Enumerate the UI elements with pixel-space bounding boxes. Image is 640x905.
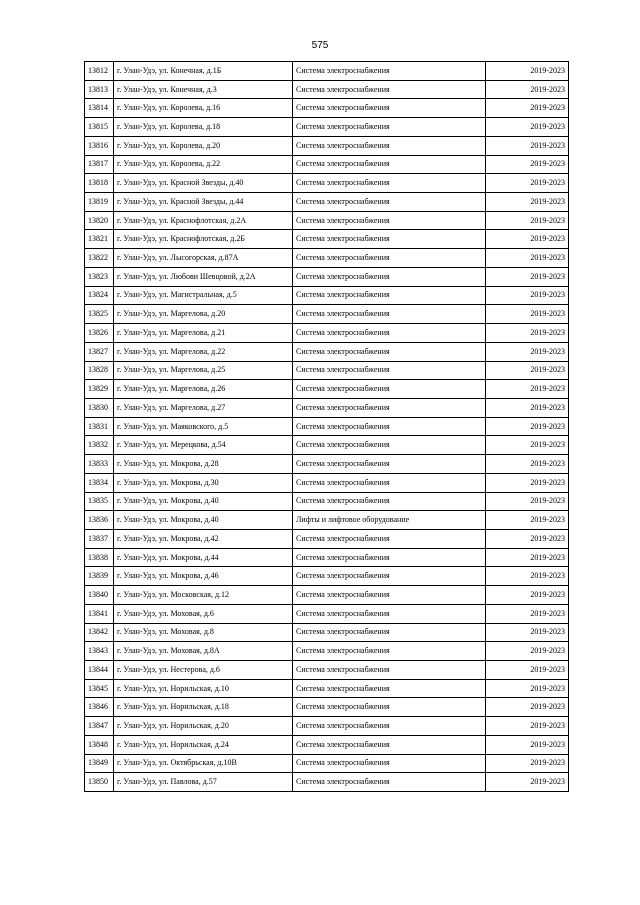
- system-cell: Система электроснабжения: [293, 305, 486, 324]
- system-cell: Система электроснабжения: [293, 342, 486, 361]
- system-cell: Система электроснабжения: [293, 62, 486, 81]
- period-cell: 2019-2023: [486, 529, 569, 548]
- address-cell: г. Улан-Удэ, ул. Норильская, д.10: [114, 679, 293, 698]
- row-number-cell: 13846: [85, 698, 114, 717]
- period-cell: 2019-2023: [486, 174, 569, 193]
- row-number-cell: 13843: [85, 642, 114, 661]
- table-row: [85, 286, 569, 305]
- row-number-cell: 13842: [85, 623, 114, 642]
- address-cell: г. Улан-Удэ, ул. Маргелова, д.25: [114, 361, 293, 380]
- row-number-cell: 13850: [85, 773, 114, 792]
- table-row: [85, 511, 569, 530]
- table-row: [85, 754, 569, 773]
- row-number-cell: 13823: [85, 267, 114, 286]
- row-number-cell: 13847: [85, 717, 114, 736]
- system-cell: Система электроснабжения: [293, 286, 486, 305]
- period-cell: 2019-2023: [486, 492, 569, 511]
- table-row: [85, 155, 569, 174]
- address-cell: г. Улан-Удэ, ул. Королева, д.20: [114, 136, 293, 155]
- address-cell: г. Улан-Удэ, ул. Норильская, д.18: [114, 698, 293, 717]
- row-number-cell: 13815: [85, 118, 114, 137]
- address-cell: г. Улан-Удэ, ул. Мерецкова, д.54: [114, 436, 293, 455]
- table-row: [85, 436, 569, 455]
- period-cell: 2019-2023: [486, 586, 569, 605]
- system-cell: Система электроснабжения: [293, 99, 486, 118]
- table-row: [85, 99, 569, 118]
- system-cell: Система электроснабжения: [293, 642, 486, 661]
- system-cell: Система электроснабжения: [293, 174, 486, 193]
- address-cell: г. Улан-Удэ, ул. Маргелова, д.26: [114, 380, 293, 399]
- address-cell: г. Улан-Удэ, ул. Конечная, д.1Б: [114, 62, 293, 81]
- period-cell: 2019-2023: [486, 267, 569, 286]
- system-cell: Система электроснабжения: [293, 380, 486, 399]
- period-cell: 2019-2023: [486, 698, 569, 717]
- row-number-cell: 13824: [85, 286, 114, 305]
- table-row: [85, 548, 569, 567]
- row-number-cell: 13837: [85, 529, 114, 548]
- period-cell: 2019-2023: [486, 80, 569, 99]
- system-cell: Система электроснабжения: [293, 492, 486, 511]
- address-cell: г. Улан-Удэ, ул. Королева, д.22: [114, 155, 293, 174]
- table-row: [85, 679, 569, 698]
- address-cell: г. Улан-Удэ, ул. Мокрова, д.44: [114, 548, 293, 567]
- system-cell: Система электроснабжения: [293, 473, 486, 492]
- table-row: [85, 193, 569, 212]
- address-cell: г. Улан-Удэ, ул. Маргелова, д.27: [114, 398, 293, 417]
- address-cell: г. Улан-Удэ, ул. Любови Шевцовой, д.2А: [114, 267, 293, 286]
- system-cell: Система электроснабжения: [293, 398, 486, 417]
- period-cell: 2019-2023: [486, 455, 569, 474]
- address-cell: г. Улан-Удэ, ул. Мокрова, д.46: [114, 567, 293, 586]
- address-cell: г. Улан-Удэ, ул. Конечная, д.3: [114, 80, 293, 99]
- table-row: [85, 529, 569, 548]
- table-row: [85, 249, 569, 268]
- address-cell: г. Улан-Удэ, ул. Маргелова, д.22: [114, 342, 293, 361]
- row-number-cell: 13820: [85, 211, 114, 230]
- system-cell: Система электроснабжения: [293, 754, 486, 773]
- system-cell: Система электроснабжения: [293, 679, 486, 698]
- table-row: [85, 174, 569, 193]
- period-cell: 2019-2023: [486, 661, 569, 680]
- period-cell: 2019-2023: [486, 473, 569, 492]
- address-cell: г. Улан-Удэ, ул. Нестерова, д.6: [114, 661, 293, 680]
- row-number-cell: 13828: [85, 361, 114, 380]
- table-row: [85, 623, 569, 642]
- row-number-cell: 13821: [85, 230, 114, 249]
- table-row: [85, 380, 569, 399]
- address-cell: г. Улан-Удэ, ул. Маргелова, д.20: [114, 305, 293, 324]
- table-row: [85, 567, 569, 586]
- address-cell: г. Улан-Удэ, ул. Мокрова, д.40: [114, 492, 293, 511]
- system-cell: Система электроснабжения: [293, 773, 486, 792]
- system-cell: Система электроснабжения: [293, 436, 486, 455]
- system-cell: Система электроснабжения: [293, 604, 486, 623]
- system-cell: Система электроснабжения: [293, 417, 486, 436]
- period-cell: 2019-2023: [486, 604, 569, 623]
- period-cell: 2019-2023: [486, 642, 569, 661]
- row-number-cell: 13825: [85, 305, 114, 324]
- period-cell: 2019-2023: [486, 136, 569, 155]
- address-cell: г. Улан-Удэ, ул. Норильская, д.20: [114, 717, 293, 736]
- address-cell: г. Улан-Удэ, ул. Московская, д.12: [114, 586, 293, 605]
- table-row: [85, 717, 569, 736]
- row-number-cell: 13830: [85, 398, 114, 417]
- address-cell: г. Улан-Удэ, ул. Магистральная, д.5: [114, 286, 293, 305]
- system-cell: Система электроснабжения: [293, 80, 486, 99]
- period-cell: 2019-2023: [486, 380, 569, 399]
- table-row: [85, 642, 569, 661]
- row-number-cell: 13836: [85, 511, 114, 530]
- row-number-cell: 13827: [85, 342, 114, 361]
- address-cell: г. Улан-Удэ, ул. Лысогорская, д.87А: [114, 249, 293, 268]
- system-cell: Система электроснабжения: [293, 324, 486, 343]
- period-cell: 2019-2023: [486, 305, 569, 324]
- table-row: [85, 118, 569, 137]
- row-number-cell: 13814: [85, 99, 114, 118]
- system-cell: Система электроснабжения: [293, 548, 486, 567]
- table-row: [85, 361, 569, 380]
- row-number-cell: 13838: [85, 548, 114, 567]
- row-number-cell: 13840: [85, 586, 114, 605]
- table-row: [85, 342, 569, 361]
- table-row: [85, 398, 569, 417]
- system-cell: Система электроснабжения: [293, 567, 486, 586]
- row-number-cell: 13829: [85, 380, 114, 399]
- registry-table: [84, 61, 569, 792]
- table-row: [85, 586, 569, 605]
- address-cell: г. Улан-Удэ, ул. Мокрова, д.28: [114, 455, 293, 474]
- system-cell: Система электроснабжения: [293, 267, 486, 286]
- row-number-cell: 13822: [85, 249, 114, 268]
- address-cell: г. Улан-Удэ, ул. Октябрьская, д.10В: [114, 754, 293, 773]
- system-cell: Система электроснабжения: [293, 118, 486, 137]
- address-cell: г. Улан-Удэ, ул. Моховая, д.6: [114, 604, 293, 623]
- period-cell: 2019-2023: [486, 436, 569, 455]
- address-cell: г. Улан-Удэ, ул. Моховая, д.8А: [114, 642, 293, 661]
- period-cell: 2019-2023: [486, 342, 569, 361]
- row-number-cell: 13832: [85, 436, 114, 455]
- table-row: [85, 735, 569, 754]
- period-cell: 2019-2023: [486, 230, 569, 249]
- period-cell: 2019-2023: [486, 155, 569, 174]
- system-cell: Система электроснабжения: [293, 193, 486, 212]
- period-cell: 2019-2023: [486, 548, 569, 567]
- period-cell: 2019-2023: [486, 567, 569, 586]
- row-number-cell: 13819: [85, 193, 114, 212]
- system-cell: Система электроснабжения: [293, 735, 486, 754]
- table-row: [85, 62, 569, 81]
- period-cell: 2019-2023: [486, 99, 569, 118]
- period-cell: 2019-2023: [486, 679, 569, 698]
- period-cell: 2019-2023: [486, 717, 569, 736]
- period-cell: 2019-2023: [486, 211, 569, 230]
- row-number-cell: 13833: [85, 455, 114, 474]
- system-cell: Система электроснабжения: [293, 455, 486, 474]
- period-cell: 2019-2023: [486, 62, 569, 81]
- address-cell: г. Улан-Удэ, ул. Красной Звезды, д.40: [114, 174, 293, 193]
- address-cell: г. Улан-Удэ, ул. Мокрова, д.42: [114, 529, 293, 548]
- system-cell: Система электроснабжения: [293, 661, 486, 680]
- system-cell: Система электроснабжения: [293, 698, 486, 717]
- table-row: [85, 492, 569, 511]
- table-row: [85, 267, 569, 286]
- address-cell: г. Улан-Удэ, ул. Мокрова, д.30: [114, 473, 293, 492]
- period-cell: 2019-2023: [486, 286, 569, 305]
- table-row: [85, 230, 569, 249]
- address-cell: г. Улан-Удэ, ул. Красной Звезды, д.44: [114, 193, 293, 212]
- period-cell: 2019-2023: [486, 511, 569, 530]
- table-row: [85, 324, 569, 343]
- period-cell: 2019-2023: [486, 118, 569, 137]
- address-cell: г. Улан-Удэ, ул. Королева, д.18: [114, 118, 293, 137]
- page-number: 575: [311, 40, 329, 51]
- system-cell: Система электроснабжения: [293, 586, 486, 605]
- period-cell: 2019-2023: [486, 754, 569, 773]
- table-row: [85, 80, 569, 99]
- address-cell: г. Улан-Удэ, ул. Мокрова, д.40: [114, 511, 293, 530]
- table-row: [85, 698, 569, 717]
- system-cell: Система электроснабжения: [293, 155, 486, 174]
- row-number-cell: 13812: [85, 62, 114, 81]
- system-cell: Система электроснабжения: [293, 249, 486, 268]
- period-cell: 2019-2023: [486, 193, 569, 212]
- table-row: [85, 604, 569, 623]
- table-row: [85, 305, 569, 324]
- row-number-cell: 13849: [85, 754, 114, 773]
- address-cell: г. Улан-Удэ, ул. Маяковского, д.5: [114, 417, 293, 436]
- registry-table-body: [85, 62, 569, 792]
- row-number-cell: 13845: [85, 679, 114, 698]
- system-cell: Система электроснабжения: [293, 136, 486, 155]
- system-cell: Система электроснабжения: [293, 529, 486, 548]
- address-cell: г. Улан-Удэ, ул. Краснофлотская, д.2А: [114, 211, 293, 230]
- table-row: [85, 661, 569, 680]
- row-number-cell: 13839: [85, 567, 114, 586]
- table-row: [85, 211, 569, 230]
- system-cell: Система электроснабжения: [293, 717, 486, 736]
- row-number-cell: 13816: [85, 136, 114, 155]
- system-cell: Лифты и лифтовое оборудование: [293, 511, 486, 530]
- system-cell: Система электроснабжения: [293, 211, 486, 230]
- period-cell: 2019-2023: [486, 623, 569, 642]
- period-cell: 2019-2023: [486, 324, 569, 343]
- row-number-cell: 13831: [85, 417, 114, 436]
- address-cell: г. Улан-Удэ, ул. Маргелова, д.21: [114, 324, 293, 343]
- table-row: [85, 773, 569, 792]
- table-row: [85, 136, 569, 155]
- row-number-cell: 13835: [85, 492, 114, 511]
- period-cell: 2019-2023: [486, 361, 569, 380]
- address-cell: г. Улан-Удэ, ул. Норильская, д.24: [114, 735, 293, 754]
- row-number-cell: 13818: [85, 174, 114, 193]
- address-cell: г. Улан-Удэ, ул. Краснофлотская, д.2Б: [114, 230, 293, 249]
- row-number-cell: 13834: [85, 473, 114, 492]
- row-number-cell: 13844: [85, 661, 114, 680]
- period-cell: 2019-2023: [486, 249, 569, 268]
- system-cell: Система электроснабжения: [293, 230, 486, 249]
- table-row: [85, 455, 569, 474]
- period-cell: 2019-2023: [486, 773, 569, 792]
- address-cell: г. Улан-Удэ, ул. Павлова, д.57: [114, 773, 293, 792]
- system-cell: Система электроснабжения: [293, 361, 486, 380]
- period-cell: 2019-2023: [486, 735, 569, 754]
- row-number-cell: 13826: [85, 324, 114, 343]
- row-number-cell: 13841: [85, 604, 114, 623]
- period-cell: 2019-2023: [486, 398, 569, 417]
- table-row: [85, 473, 569, 492]
- row-number-cell: 13813: [85, 80, 114, 99]
- table-row: [85, 417, 569, 436]
- period-cell: 2019-2023: [486, 417, 569, 436]
- address-cell: г. Улан-Удэ, ул. Моховая, д.8: [114, 623, 293, 642]
- row-number-cell: 13848: [85, 735, 114, 754]
- row-number-cell: 13817: [85, 155, 114, 174]
- system-cell: Система электроснабжения: [293, 623, 486, 642]
- address-cell: г. Улан-Удэ, ул. Королева, д.16: [114, 99, 293, 118]
